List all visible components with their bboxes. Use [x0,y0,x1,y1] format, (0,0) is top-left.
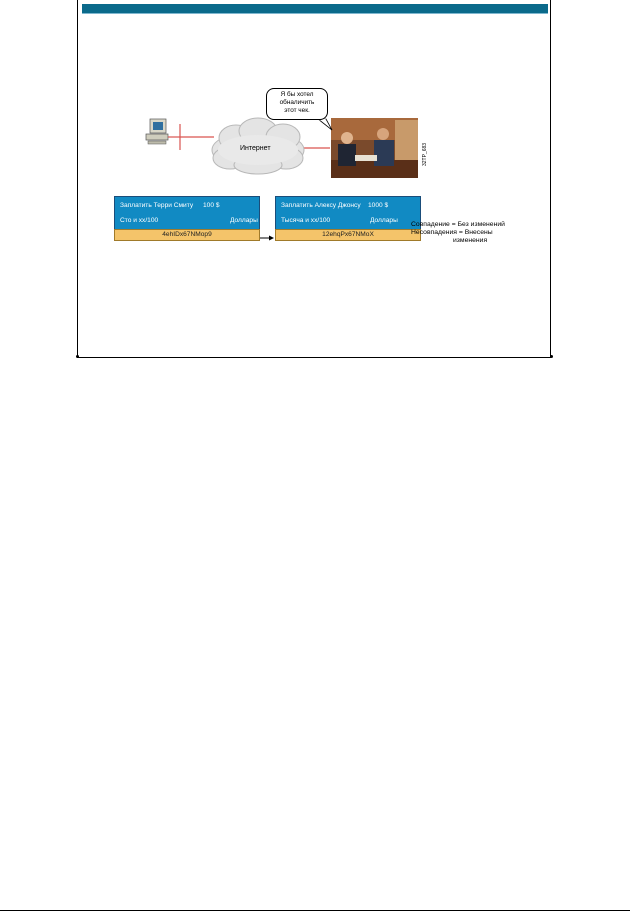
hash-legend [411,221,505,245]
cloud-label: Интернет [240,145,271,152]
legend-mismatch: Несовпадения = Внесены [411,229,493,236]
cheque-amount-words: Сто и хх/100 [120,217,159,224]
cheque-body [114,196,260,230]
cheque-payee: Заплатить Алексу Джонсу [281,202,361,209]
cheque-currency: Доллары [370,217,398,224]
footer-rule [0,910,630,911]
cheque-payee: Заплатить Терри Смиту [120,202,194,209]
computer-icon [146,119,168,144]
speech-line: этот чек. [284,107,310,114]
speech-bubble [266,88,328,120]
original-cheque [114,196,260,241]
cheque-amount-words: Тысяча и хх/100 [281,217,331,224]
cheque-currency: Доллары [230,217,258,224]
cheque-amount: 1000 $ [368,202,389,209]
legend-match: Совпадение = Без изменений [411,221,505,228]
bank-photo [331,118,418,178]
cheque-hash: 12ehqPx67NMoX [275,229,421,241]
cheque-amount: 100 $ [203,202,220,209]
speech-line: обналичить [279,99,315,106]
cheque-hash: 4ehIDx67NMop9 [114,229,260,241]
cheque-body [275,196,421,230]
speech-line: Я бы хотел [280,91,314,98]
altered-cheque [275,196,421,241]
legend-mismatch-cont: изменения [453,237,488,244]
photo-id: 32TP_683 [422,142,428,166]
